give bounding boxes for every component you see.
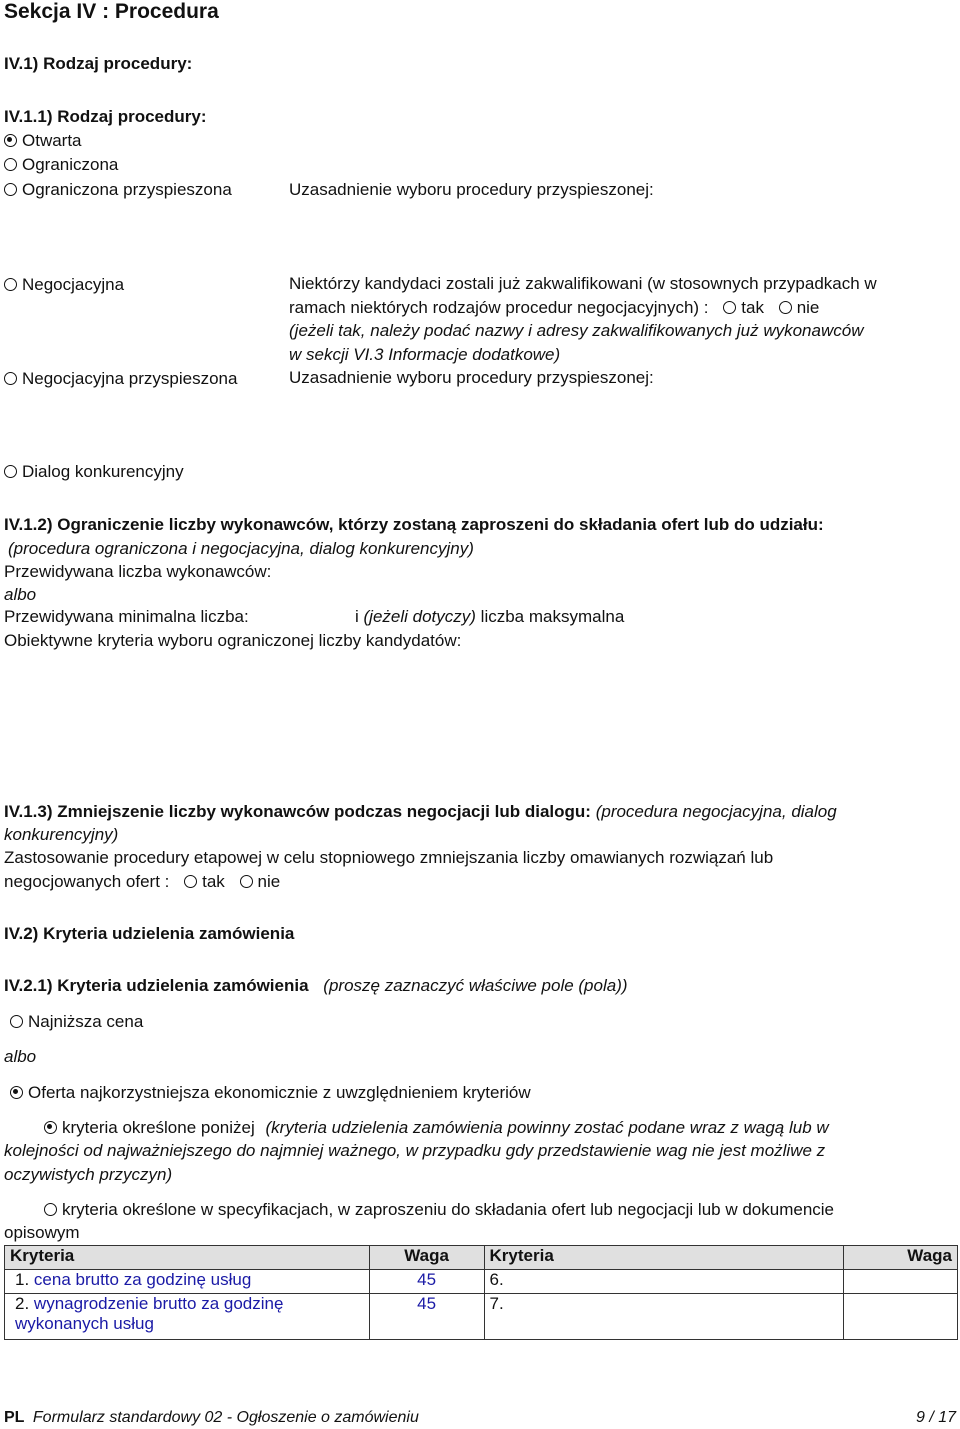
option-kryteria-ponizej[interactable] — [44, 1118, 829, 1138]
table-cell: 45 — [369, 1294, 484, 1340]
iv13-tak[interactable] — [184, 872, 225, 891]
option-negocjacyjna[interactable] — [4, 275, 124, 295]
przewidywana-liczba: Przewidywana liczba wykonawców: — [4, 562, 272, 581]
footer-lang: PL — [4, 1409, 25, 1426]
option-label: Ograniczona przyspieszona — [22, 180, 232, 199]
kandydaci-note-1: (jeżeli tak, należy podać nazwy i adresy zakwalifikowanych już wykonawców — [289, 321, 864, 340]
table-header: Waga — [844, 1246, 958, 1270]
row-number: 7. — [489, 1294, 504, 1313]
radio-icon[interactable] — [4, 372, 17, 385]
table-cell — [5, 1294, 370, 1340]
table-header: Kryteria — [484, 1246, 844, 1270]
table-cell — [844, 1294, 958, 1340]
row-number: 6. — [489, 1270, 504, 1289]
maksymalna-label: liczba maksymalna — [480, 607, 625, 626]
option-najnizsza-cena[interactable] — [10, 1012, 143, 1032]
tak-label: tak — [741, 298, 764, 317]
option-label: Dialog konkurencyjny — [22, 462, 184, 481]
option-ograniczona-przyspieszona[interactable] — [4, 180, 232, 200]
albo-1: albo — [4, 585, 37, 604]
iv13-text-2-row — [4, 872, 280, 892]
iv12-subtitle: (procedura ograniczona i negocjacyjna, dialog konkurencyjny) — [8, 539, 474, 558]
kryteria-note-3: oczywistych przyczyn) — [4, 1165, 173, 1184]
minimalna-liczba: Przewidywana minimalna liczba: — [4, 607, 249, 626]
iv12-heading: IV.1.2) Ograniczenie liczby wykonawców, którzy zostaną zaproszeni do składania ofert lub do udziału: — [4, 515, 824, 534]
uzasadnienie-label-1: Uzasadnienie wyboru procedury przyspieszonej: — [289, 180, 654, 199]
iv13-heading-line — [4, 802, 837, 822]
row-number: 2. — [15, 1294, 30, 1313]
iv11-heading: IV.1.1) Rodzaj procedury: — [4, 107, 207, 126]
radio-icon[interactable] — [4, 465, 17, 478]
kandydaci-line-1: Niektórzy kandydaci zostali już zakwalifikowani (w stosownych przypadkach w — [289, 274, 877, 293]
iv13-heading: IV.1.3) Zmniejszenie liczby wykonawców podczas negocjacji lub dialogu: — [4, 802, 591, 821]
radio-icon[interactable] — [723, 301, 736, 314]
kryteria-specyfikacje-2: opisowym — [4, 1223, 80, 1242]
table-header: Kryteria — [5, 1246, 370, 1270]
maksymalna-row — [355, 607, 624, 627]
option-otwarta[interactable] — [4, 131, 82, 151]
nie-label: nie — [796, 298, 820, 317]
footer-form-name: Formularz standardowy 02 - Ogłoszenie o zamówieniu — [32, 1409, 419, 1426]
radio-selected-icon[interactable] — [10, 1086, 23, 1099]
kryteria-wyboru: Obiektywne kryteria wyboru ograniczonej liczby kandydatów: — [4, 631, 462, 650]
radio-icon[interactable] — [4, 158, 17, 171]
tak-label: tak — [202, 872, 225, 891]
kryteria-note-2: kolejności od najważniejszego do najmniej ważnego, w przypadku gdy przedstawienie wag nie jest możliwe z — [4, 1141, 826, 1160]
footer-page: 9 / 17 — [915, 1409, 956, 1426]
iv13-nie[interactable] — [240, 872, 281, 891]
radio-icon[interactable] — [4, 183, 17, 196]
option-label: Negocjacyjna przyspieszona — [22, 369, 238, 388]
option-negocjacyjna-przyspieszona[interactable] — [4, 369, 237, 389]
iv13-note-end: konkurencyjny) — [4, 825, 119, 844]
option-oferta[interactable] — [10, 1083, 531, 1103]
uzasadnienie-label-2: Uzasadnienie wyboru procedury przyspieszonej: — [289, 368, 654, 387]
table-header-row — [5, 1246, 958, 1270]
radio-selected-icon[interactable] — [4, 134, 17, 147]
option-label: Ograniczona — [22, 155, 119, 174]
option-ograniczona[interactable] — [4, 155, 118, 175]
i-label: i — [355, 607, 359, 626]
radio-icon[interactable] — [4, 278, 17, 291]
iv21-heading-line — [4, 976, 628, 996]
iv13-note: (procedura negocjacyjna, dialog — [595, 802, 837, 821]
table-cell — [844, 1270, 958, 1294]
kandydaci-line-2-text: ramach niektórych rodzajów procedur negocjacyjnych) : — [289, 298, 709, 317]
table-row — [5, 1270, 958, 1294]
iv1-heading: IV.1) Rodzaj procedury: — [4, 54, 193, 73]
radio-icon[interactable] — [44, 1203, 57, 1216]
option-label: kryteria określone w specyfikacjach, w zaproszeniu do składania ofert lub negocjacji lub w dokumencie — [62, 1200, 835, 1219]
jezeli-dotyczy: (jeżeli dotyczy) — [363, 607, 476, 626]
iv21-note: (proszę zaznaczyć właściwe pole (pola)) — [323, 976, 628, 995]
section-title: Sekcja IV : Procedura — [4, 0, 219, 23]
table-header: Waga — [369, 1246, 484, 1270]
table-cell: 45 — [369, 1270, 484, 1294]
option-label: kryteria określone poniżej — [62, 1118, 255, 1137]
iv21-heading: IV.2.1) Kryteria udzielenia zamówienia — [4, 976, 309, 995]
footer — [4, 1409, 419, 1427]
kandydaci-line-2 — [289, 298, 819, 318]
radio-icon[interactable] — [184, 875, 197, 888]
option-dialog[interactable] — [4, 462, 184, 482]
table-cell — [484, 1270, 844, 1294]
option-label: Oferta najkorzystniejsza ekonomicznie z uwzględnieniem kryteriów — [28, 1083, 531, 1102]
option-label: Negocjacyjna — [22, 275, 125, 294]
option-label: Najniższa cena — [28, 1012, 144, 1031]
criteria-table — [4, 1245, 958, 1340]
option-label: Otwarta — [22, 131, 82, 150]
iv13-text-2: negocjowanych ofert : — [4, 872, 170, 891]
radio-icon[interactable] — [10, 1015, 23, 1028]
albo-2: albo — [4, 1047, 37, 1066]
table-cell — [484, 1294, 844, 1340]
row-number: 1. — [15, 1270, 30, 1289]
nie-label: nie — [257, 872, 281, 891]
kandydaci-nie[interactable] — [779, 298, 820, 317]
iv2-heading: IV.2) Kryteria udzielenia zamówienia — [4, 924, 295, 943]
kandydaci-note-2: w sekcji VI.3 Informacje dodatkowe) — [289, 345, 561, 364]
criterion-name: wynagrodzenie brutto za godzinę wykonanych usług — [15, 1294, 284, 1333]
kandydaci-tak[interactable] — [723, 298, 764, 317]
table-cell — [5, 1270, 370, 1294]
kryteria-note-1: (kryteria udzielenia zamówienia powinny zostać podane wraz z wagą lub w — [265, 1118, 829, 1137]
radio-selected-icon[interactable] — [44, 1121, 57, 1134]
option-kryteria-specyfikacje[interactable] — [44, 1200, 834, 1220]
radio-icon[interactable] — [779, 301, 792, 314]
iv13-text-1: Zastosowanie procedury etapowej w celu stopniowego zmniejszania liczby omawianych rozwiązań lub — [4, 848, 774, 867]
table-row — [5, 1294, 958, 1340]
criterion-name: cena brutto za godzinę usług — [33, 1270, 252, 1289]
radio-icon[interactable] — [240, 875, 253, 888]
